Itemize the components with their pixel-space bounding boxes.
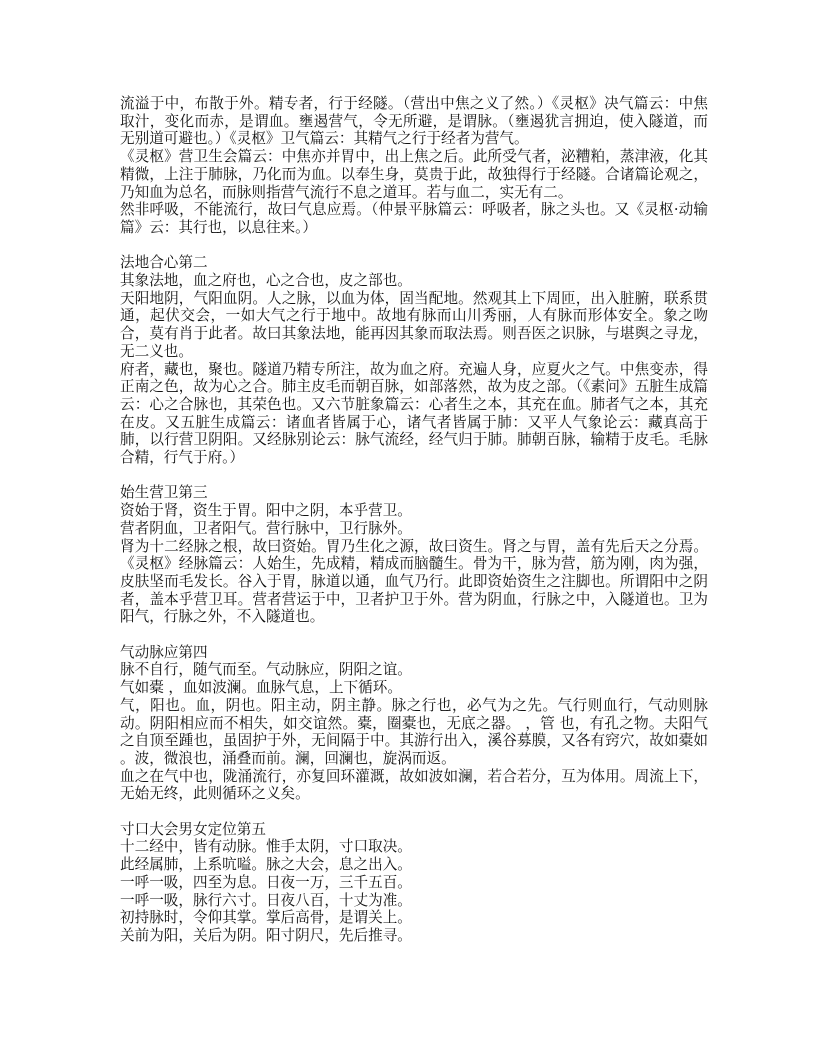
- paragraph: 流溢于中，布散于外。精专者，行于经隧。（营出中焦之义了然。）《灵枢》决气篇云：中焦取汁，变化而赤，是谓血。壅遏营气，令无所避，是谓脉。（壅遏犹言拥迫，使入隧道，而无别道可避也。）《灵枢》卫气篇云：其精气之行于经者为营气。: [120, 95, 708, 148]
- section-title: 始生营卫第三: [120, 484, 208, 502]
- paragraph: 关前为阳，关后为阴。阳寸阴尺，先后推寻。: [120, 926, 412, 944]
- section-title: 法地合心第二: [120, 254, 208, 272]
- paragraph: 营者阴血，卫者阳气。营行脉中，卫行脉外。: [120, 519, 412, 537]
- paragraph: 十二经中，皆有动脉。惟手太阴，寸口取决。: [120, 838, 412, 856]
- section-fa-di-he-xin: [120, 254, 708, 466]
- paragraph: 天阳地阴，气阳血阴。人之脉，以血为体，固当配地。然观其上下周匝，出入脏腑，联系贯通，起伏交会，一如大气之行于地中。故地有脉而山川秀丽，人有脉而形体安全。象之吻合，莫有肖于此者。故曰其象法地，能再因其象而取法焉。则吾医之识脉，与堪舆之寻龙，无二义也。: [120, 289, 708, 360]
- paragraph: 资始于肾，资生于胃。阳中之阴，本乎营卫。: [120, 502, 412, 520]
- paragraph: 然非呼吸，不能流行，故曰气息应焉。（仲景平脉篇云：呼吸者，脉之头也。又《灵枢·动输篇》云：其行也，以息往来。）: [120, 201, 708, 236]
- section-cun-kou-da-hui: [120, 821, 708, 945]
- section-title: 气动脉应第四: [120, 643, 208, 661]
- section-title: 寸口大会男女定位第五: [120, 820, 266, 838]
- paragraph: 一呼一吸，四至为息。日夜一万，三千五百。: [120, 873, 412, 891]
- paragraph: 肾为十二经脉之根，故曰资始。胃乃生化之源，故曰资生。肾之与胃，盖有先后天之分焉。《灵枢》经脉篇云：人始生，先成精，精成而脑髓生。骨为干，脉为营，筋为刚，肉为强，皮肤坚而毛发长。谷入于胃，脉道以通，血气乃行。此即资始资生之注脚也。所谓阳中之阴者，盖本乎营卫耳。营者营运于中，卫者护卫于外。营为阴血，行脉之中，入隧道也。卫为阳气，行脉之外，不入隧道也。: [120, 537, 708, 626]
- paragraph: 气如橐 ，血如波澜。血脉气息，上下循环。: [120, 679, 402, 697]
- paragraph: 气，阳也。血，阴也。阳主动，阴主静。脉之行也，必气为之先。气行则血行，气动则脉动。阴阳相应而不相失，如交谊然。橐，圈橐也，无底之器。 ，管 也，有孔之物。夫阳气之自顶至踵也，虽固护于外，无间隔于中。其游行出入，溪谷募膜，又各有窍穴，故如橐如 。波，微浪也，涌叠而前。澜，回澜也，旋涡而返。: [120, 696, 708, 767]
- paragraph: 血之在气中也，陇涌流行，亦复回环灌溉，故如波如澜，若合若分，互为体用。周流上下，无始无终，此则循环之义矣。: [120, 767, 708, 803]
- section-shi-sheng-ying-wei: [120, 484, 708, 626]
- section-qi-dong-mai-ying: [120, 644, 708, 803]
- section-intro-continued: [120, 95, 708, 237]
- paragraph: 府者，藏也，聚也。隧道乃精专所注，故为血之府。充遍人身，应夏火之气。中焦变赤，得正南之色，故为心之合。肺主皮毛而朝百脉，如部落然，故为皮之部。（《素问》五脏生成篇云：心之合脉也，其荣色也。又六节脏象篇云：心者生之本，其充在血。肺者气之本，其充在皮。又五脏生成篇云：诸血者皆属于心，诸气者皆属于肺：又平人气象论云：藏真高于肺，以行营卫阴阳。又经脉别论云：脉气流经，经气归于肺。肺朝百脉，输精于皮毛。毛脉合精，行气于府。）: [120, 360, 708, 467]
- paragraph: 脉不自行，随气而至。气动脉应，阴阳之谊。: [120, 661, 412, 679]
- paragraph: 其象法地，血之府也，心之合也，皮之部也。: [120, 272, 412, 290]
- paragraph: 一呼一吸，脉行六寸。日夜八百，十丈为准。: [120, 891, 412, 909]
- paragraph: 此经属肺，上系吭嗌。脉之大会，息之出入。: [120, 856, 412, 874]
- document-page: [120, 95, 708, 962]
- paragraph: 《灵枢》营卫生会篇云：中焦亦并胃中，出上焦之后。此所受气者，泌糟粕，蒸津液，化其精微，上注于肺脉，乃化而为血。以奉生身，莫贵于此，故独得行于经隧。合诸篇论观之，乃知血为总名，而脉则指营气流行不息之道耳。若与血二，实无有二。: [120, 148, 708, 201]
- paragraph: 初持脉时，令仰其掌。掌后高骨，是谓关上。: [120, 909, 412, 927]
